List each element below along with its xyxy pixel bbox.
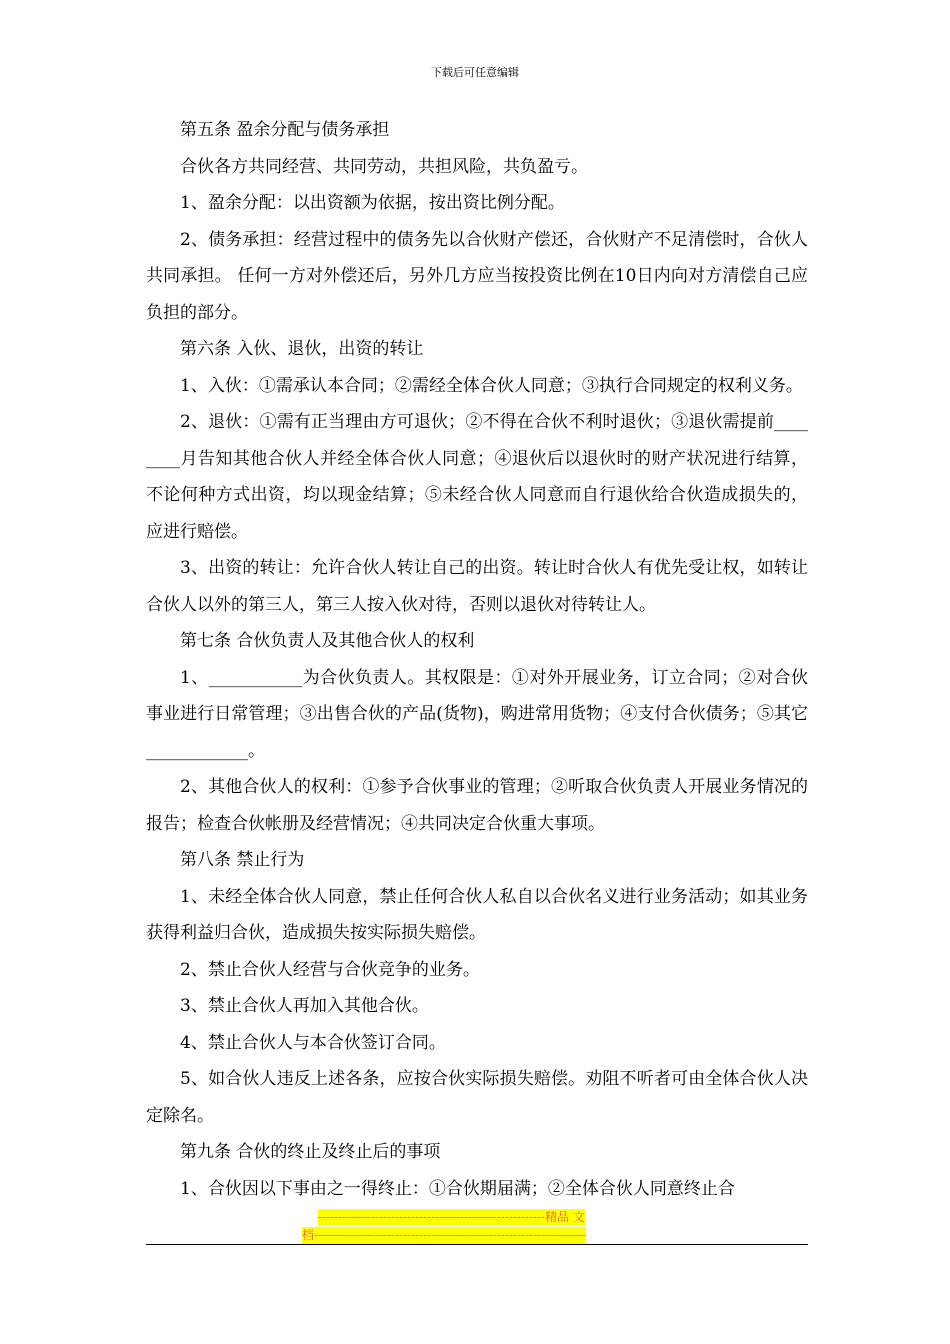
article-5-item-1: 1、盈余分配：以出资额为依据，按出资比例分配。	[180, 193, 565, 213]
article-9-item-1: 1、合伙因以下事由之一得终止：①合伙期届满；②全体合伙人同意终止合	[180, 1178, 735, 1199]
article-8-item-1: 1、未经全体合伙人同意，禁止任何合伙人私自以合伙名义进行业务活动；如其业务获得利益归合伙，造成损失按实际损失赔偿。	[146, 886, 808, 943]
article-5-intro: 合伙各方共同经营、共同劳动，共担风险，共负盈亏。	[180, 156, 588, 177]
article-6-item-1: 1、入伙：①需承认本合同；②需经全体合伙人同意；③执行合同规定的权利义务。	[180, 375, 803, 396]
article-7-title: 第七条 合伙负责人及其他合伙人的权利	[180, 631, 475, 651]
footer-divider	[146, 1244, 808, 1245]
article-8-item-3: 3、禁止合伙人再加入其他合伙。	[180, 996, 429, 1016]
article-8-item-5: 5、如合伙人违反上述各条，应按合伙实际损失赔偿。劝阻不听者可由全体合伙人决定除名。	[146, 1069, 808, 1126]
article-8-title: 第八条 禁止行为	[180, 850, 305, 870]
article-9-title: 第九条 合伙的终止及终止后的事项	[180, 1142, 441, 1162]
article-6-item-2: 2、退伙：①需有正当理由方可退伙；②不得在合伙不利时退伙；③退伙需提前________月告知其他合伙人并经全体合伙人同意；④退伙后以退伙时的财产状况进行结算，不论何种方式出资，均以现金结算；⑤未经合伙人同意而自行退伙给合伙造成损失的，应进行赔偿。	[146, 412, 808, 542]
article-7-item-2: 2、其他合伙人的权利：①参予合伙事业的管理；②听取合伙负责人开展业务情况的报告；检查合伙帐册及经营情况；④共同决定合伙重大事项。	[146, 777, 808, 834]
article-8-item-4: 4、禁止合伙人与本合伙签订合同。	[180, 1032, 446, 1053]
article-6-title: 第六条 入伙、退伙，出资的转让	[180, 339, 424, 359]
article-7-item-1: 1、___________为合伙负责人。其权限是：①对外开展业务，订立合同；②对合伙事业进行日常管理；③出售合伙的产品(货物)，购进常用货物；④支付合伙债务；⑤其它____________。	[146, 667, 808, 761]
article-5-item-2: 2、债务承担：经营过程中的债务先以合伙财产偿还，合伙财产不足清偿时，合伙人共同承担。 任何一方对外偿还后，另外几方应当按投资比例在10日内向对方清偿自己应负担的部分。	[146, 229, 808, 323]
article-6-item-3: 3、出资的转让：允许合伙人转让自己的出资。转让时合伙人有优先受让权，如转让合伙人以外的第三人，第三人按入伙对待，否则以退伙对待转让人。	[146, 558, 808, 615]
document-body	[146, 112, 808, 1207]
article-8-item-2: 2、禁止合伙人经营与合伙竞争的业务。	[180, 959, 480, 980]
article-5-title: 第五条 盈余分配与债务承担	[180, 120, 390, 140]
page-header: 下载后可任意编辑	[431, 66, 519, 79]
watermark-line-2: 档-------------------------------------------------------------------	[302, 1228, 586, 1242]
watermark-line-1: --------------------------------------------------------精品 文	[318, 1210, 585, 1224]
